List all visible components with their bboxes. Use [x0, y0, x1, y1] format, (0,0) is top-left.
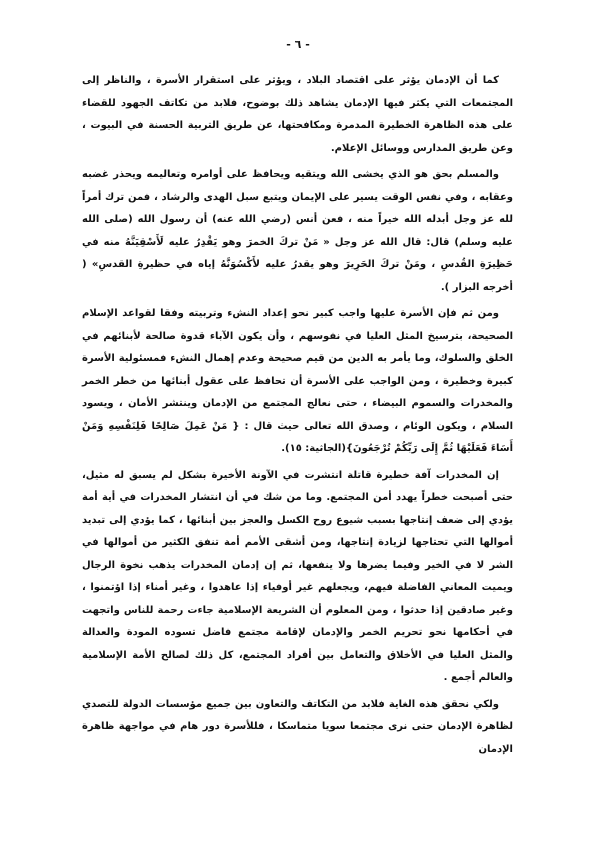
paragraph-intro-addiction-impact: كما أن الإدمان يؤثر على اقتصاد البلاد ، ويؤثر على استقرار الأسرة ، والناظر إلى المجتمعات التي يكثر فيها الإدمان يشاهد ذلك بوضوح، فلابد من تكاتف الجهود للقضاء على هذه الظاهرة الخطيرة المدمرة ومكافحتها، عن طريق التربية الحسنة في البيوت ، وعن طريق المدارس ووسائل الإعلام. — [82, 75, 513, 154]
page-number: - ٦ - — [286, 38, 310, 51]
paragraph-muslim-duty-hadith: والمسلم بحق هو الذي يخشى الله ويتقيه ويحافظ على أوامره وتعاليمه ويحذر غضبه وعقابه ، وفي نفس الوقت يسير على الإيمان ويتبع سبل الهدى والرشاد ، فمن ترك أمراً لله عز وجل أبدله الله خيراً منه ، فعن أنس (رضي الله عنه) أن رسول الله (صلى الله عليه وسلم) قال: قال الله عز وجل « مَنْ تركَ الخمرَ وهو يَقْدِرُ عليه لَأَسْقِيَنَّهُ منه في حَظِيرَةِ القُدسِ ، ومَنْ تركَ الحَرِيرَ وهو يقدرُ عليه لأَكْسُوَنَّهُ إياه في حظيرةِ القدسِ» ( أخرجه البزار ). — [82, 169, 513, 293]
paragraph-drugs-danger: إن المخدرات آفة خطيرة قاتلة انتشرت في الآونة الأخيرة بشكل لم يسبق له مثيل، حتى أصبحت خطراً يهدد أمن المجتمع. وما من شك في أن انتشار المخدرات في أية أمة يؤدي إلى ضعف إنتاجها بسبب شيوع روح الكسل والعجز بين أبنائها ، كما يؤدي إلى تبديد أموالها التي تحتاجها لزيادة إنتاجها، ومن أشقى الأمم أمة تنفق الكثير من أموالها في الشر لا في الخير وفيما يضرها ولا ينفعها، ثم إن إدمان المخدرات يذهب نخوة الرجال ويميت المعاني الفاضلة فيهم، ويجعلهم غير أوفياء إذا عاهدوا ، وغير أمناء إذا اؤتمنوا ، وغير صادقين إذا حدثوا ، ومن المعلوم أن الشريعة الإسلامية جاءت رحمة للناس واتجهت في أحكامها نحو تحريم الخمر والإدمان لإقامة مجتمع فاضل تسوده المودة والعدالة والمثل العليا في الأخلاق والتعامل بين أفراد المجتمع، كل ذلك لصالح الأمة الإسلامية والعالم أجمع . — [82, 469, 513, 683]
body-text — [82, 70, 513, 761]
paragraph-cooperation: ولكي نحقق هذه الغاية فلابد من التكاتف والتعاون بين جميع مؤسسات الدولة للتصدي لظاهرة الإدمان حتى نرى مجتمعا سويا متماسكا ، فللأسرة دور هام في مواجهة ظاهرة الإدمان — [82, 698, 513, 755]
paragraph-family-duty-verse: ومن ثم فإن الأسرة عليها واجب كبير نحو إعداد النشء وتربيته وفقا لقواعد الإسلام الصحيحة، بترسيخ المثل العليا في نفوسهم ، وأن يكون الآباء قدوة صالحة لأبنائهم في الخلق والسلوك، وما يأمر به الدين من قيم صحيحة وعدم إهمال النشء فمسئولية الأسرة كبيرة وخطيرة ، ومن الواجب على الأسرة أن تحافظ على عقول أبنائها من خطر الخمر والمخدرات والسموم البيضاء ، حتى نعالج المجتمع من الإدمان وينتشر الأمان ، ويسود السلام ، ويكون الوئام ، وصدق الله تعالى حيث قال : { مَنْ عَمِلَ صَالِحًا فَلِنَفْسِهِ وَمَنْ أَسَاءَ فَعَلَيْهَا ثُمَّ إِلَى رَبِّكُمْ تُرْجَعُونَ}(الجاثية: ١٥). — [82, 308, 513, 454]
